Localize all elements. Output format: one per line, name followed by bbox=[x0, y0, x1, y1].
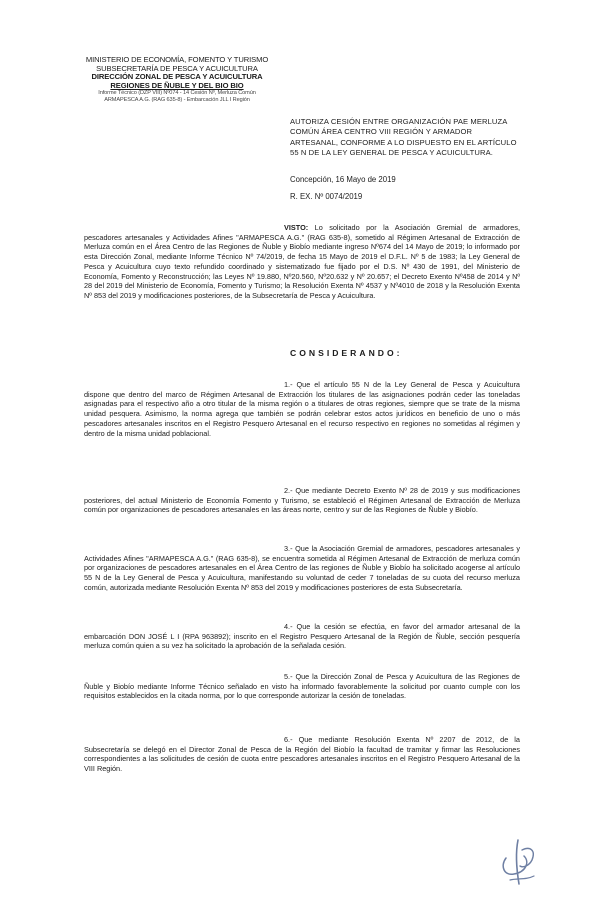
header-ministry: MINISTERIO DE ECONOMÍA, FOMENTO Y TURISMO bbox=[85, 55, 269, 64]
considerando-3 bbox=[84, 544, 520, 593]
institution-header bbox=[82, 56, 272, 104]
visto-label: VISTO: bbox=[284, 223, 309, 232]
considerando-3-text: 3.- Que la Asociación Gremial de armadores, pescadores artesanales y Actividades Afines "ARMAPESCA A.G." (RAG 635-8), se encuentra sometida al Régimen Artesanal de Extracción de merluza común por organizaciones de pescadores artesanales en el Área Centro de las regiones de Ñuble y Biobío ha solicitado acogerse al artículo 55 N de la Ley General de Pesca y Acuicultura, manifestando su voluntad de ceder 7 toneladas de su cuota del recurso merluza común, autorizada mediante Resolución Exenta Nº 853 del 2019 y modificaciones posteriores de esta Subsecretaría. bbox=[84, 544, 520, 592]
header-subsecretariat: SUBSECRETARÍA DE PESCA Y ACUICULTURA bbox=[96, 63, 258, 73]
considerando-heading: CONSIDERANDO: bbox=[290, 348, 403, 358]
considerando-2 bbox=[84, 486, 520, 515]
resolution-number: R. EX. Nº 0074/2019 bbox=[290, 192, 363, 201]
considerando-1-text: 1.- Que el artículo 55 N de la Ley General de Pesca y Acuicultura dispone que dentro del marco de Régimen Artesanal de Extracción los titulares de las asignaciones podrán ceder las toneladas asignadas para el respectivo año a otro titular de la misma región o a titulares de otras regiones, siempre que se trate de la misma unidad pesquera. Asimismo, la norma agrega que también se podrán celebrar estos actos jurídicos en beneficio de uno o más pescadores artesanales inscritos en el Registro Pesquero Artesanal en el recurso respectivo en regiones no sometidas al régimen y dentro de la misma unidad poblacional. bbox=[84, 380, 520, 438]
header-direction: DIRECCIÓN ZONAL DE PESCA Y ACUICULTURA bbox=[91, 72, 263, 82]
considerando-2-text: 2.- Que mediante Decreto Exento Nº 28 de 2019 y sus modificaciones posteriores, del actual Ministerio de Economía Fomento y Turismo, se estableció el Régimen Artesanal de Extracción de Merluza común por organizaciones de pescadores artesanales en las áreas norte, centro y sur de las Regiones de Ñuble y Biobío. bbox=[84, 486, 520, 515]
considerando-6 bbox=[84, 735, 520, 774]
handwritten-signature-icon bbox=[496, 836, 544, 888]
considerando-4-text: 4.- Que la cesión se efectúa, en favor del armador artesanal de la embarcación DON JOSÉ L I (RPA 963892); inscrito en el Registro Pesquero Artesanal de la Región de Ñuble, sección pesquería merluza común quien a su vez ha solicitado la aprobación de la señalada cesión. bbox=[84, 622, 520, 651]
considerando-6-text: 6.- Que mediante Resolución Exenta Nº 2207 de 2012, de la Subsecretaría se delegó en el Director Zonal de Pesca de la Región del Biobío la facultad de tramitar y firmar las Resoluciones correspondientes a las solicitudes de cesión de cuota entre pescadores artesanales inscritos en el Registro Pesquero Artesanal de la VIII Región. bbox=[84, 735, 520, 774]
considerando-5 bbox=[84, 672, 520, 701]
visto-text: Lo solicitado por la Asociación Gremial de armadores, pescadores artesanales y Actividades Afines "ARMAPESCA A.G." (RAG 635-8), sometido al Régimen Artesanal de Extracción de Merluza común en el Área Centro de las Regiones de Ñuble y Biobío mediante ingreso Nº674 del 14 Mayo de 2019; lo informado por esta Dirección Zonal, mediante Informe Técnico Nº 74/2019, de fecha 15 Mayo de 2019 el D.F.L. Nº 5 de 1983; la Ley General de Pesca y Acuicultura cuyo texto refundido coordinado y sistematizado fue fijado por el D.S. Nº 430 de 1991, del Ministerio de Economía, Fomento y Reconstrucción; las Leyes Nº 19.880, Nº20.560, Nº20.632 y Nº 20.657; el Decreto Exento Nº458 de 2014 y Nº 28 del 2019 del Ministerio de Economía, Fomento y Turismo; la Resolución Exenta Nº 4537 y Nº4010 de 2018 y la Resolución Exenta Nº 853 del 2019 y modificaciones posteriores, de la Subsecretaría de Pesca y Acuicultura. bbox=[84, 223, 520, 300]
header-org-ref: ARMAPESCA A.G. (RAG 635-8) - Embarcación JLL I Región bbox=[104, 97, 250, 104]
considerando-5-text: 5.- Que la Dirección Zonal de Pesca y Acuicultura de las Regiones de Ñuble y Biobío mediante Informe Técnico señalado en visto ha informado favorablemente la solicitud por cuanto cumple con los requisitos establecidos en la citada norma, por lo que corresponde autorizar la cesión de toneladas. bbox=[84, 672, 520, 701]
resolution-subject: AUTORIZA CESIÓN ENTRE ORGANIZACIÓN PAE MERLUZA COMÚN ÁREA CENTRO VIII REGIÓN Y ARMADOR ARTESANAL, CONFORME A LO DISPUESTO EN EL ARTÍCULO 55 N DE LA LEY GENERAL DE PESCA Y ACUICULTURA. bbox=[290, 117, 517, 158]
header-regions: REGIONES DE ÑUBLE Y DEL BIO BIO bbox=[110, 80, 244, 90]
resolution-date: Concepción, 16 Mayo de 2019 bbox=[290, 175, 396, 184]
header-report-ref: Informe Técnico (DZP VIII) Nº074 - 14 Cesión Nº, Merluza Común bbox=[98, 90, 256, 97]
visto-paragraph bbox=[84, 223, 520, 301]
considerando-1 bbox=[84, 380, 520, 438]
considerando-4 bbox=[84, 622, 520, 651]
